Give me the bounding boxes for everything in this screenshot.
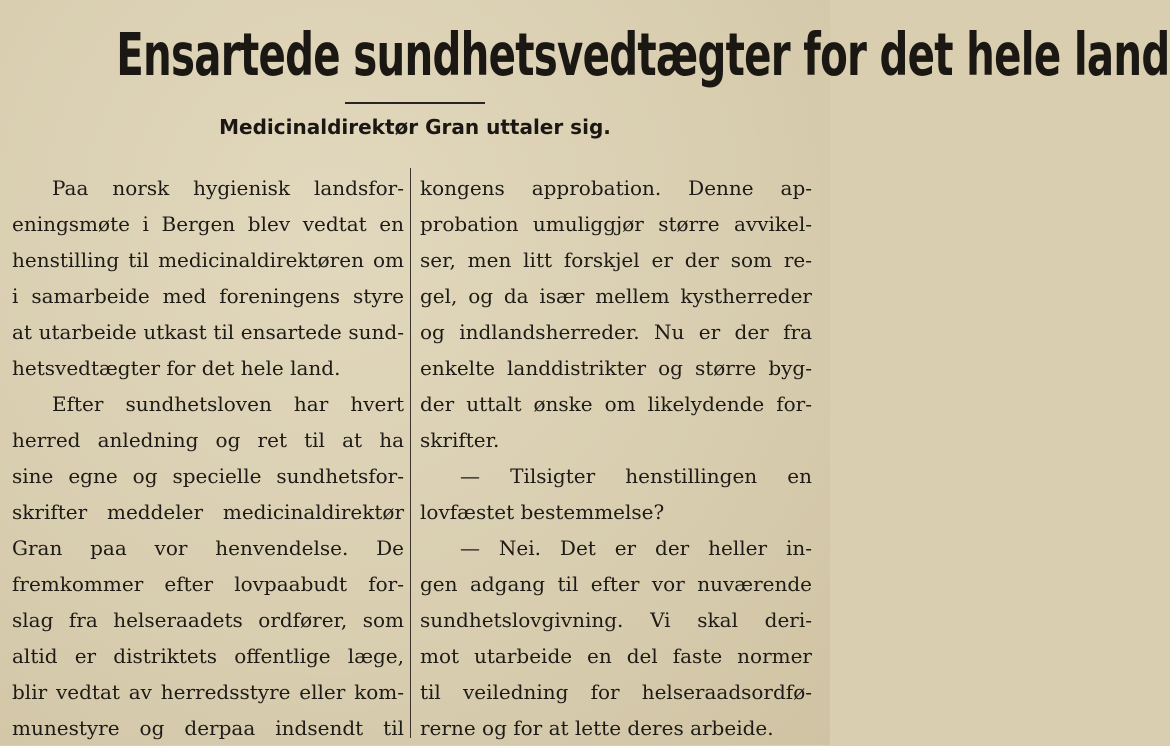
- text-line: — Tilsigter henstillingen en: [460, 464, 812, 488]
- text-line: sundhetslovgivning. Vi skal deri-: [420, 608, 812, 632]
- text-line: munestyre og derpaa indsendt til: [12, 716, 404, 740]
- text-line: sine egne og specielle sundhetsfor-: [12, 464, 404, 488]
- text-line: slag fra helseraadets ordfører, som: [12, 608, 404, 632]
- text-line: rerne og for at lette deres arbeide.: [420, 716, 774, 740]
- text-line: blir vedtat av herredsstyre eller kom-: [12, 680, 404, 704]
- text-line: at utarbeide utkast til ensartede sund-: [12, 320, 404, 344]
- text-line: enkelte landdistrikter og større byg-: [420, 356, 812, 380]
- text-line: fremkommer efter lovpaabudt for-: [12, 572, 404, 596]
- text-line: kongens approbation. Denne ap-: [420, 176, 812, 200]
- text-line: Gran paa vor henvendelse. De: [12, 536, 404, 560]
- text-line: eningsmøte i Bergen blev vedtat en: [12, 212, 404, 236]
- text-line: ser, men litt forskjel er der som re-: [420, 248, 812, 272]
- text-line: og indlandsherreder. Nu er der fra: [420, 320, 812, 344]
- article-subhead: Medicinaldirektør Gran uttaler sig.: [219, 115, 611, 139]
- text-line: til veiledning for helseraadsordfø-: [420, 680, 812, 704]
- text-line: gel, og da især mellem kystherreder: [420, 284, 812, 308]
- text-line: lovfæstet bestemmelse?: [420, 500, 665, 524]
- text-line: der uttalt ønske om likelydende for-: [420, 392, 812, 416]
- text-line: altid er distriktets offentlige læge,: [12, 644, 404, 668]
- text-line: Efter sundhetsloven har hvert: [52, 392, 404, 416]
- text-line: probation umuliggjør større avvikel-: [420, 212, 812, 236]
- text-line: — Nei. Det er der heller in-: [460, 536, 812, 560]
- text-line: skrifter.: [420, 428, 500, 452]
- article-headline: Ensartede sundhetsvedtægter for det hele land: [116, 21, 1170, 90]
- right-column: [420, 170, 812, 746]
- text-line: skrifter meddeler medicinaldirektør: [12, 500, 404, 524]
- headline-rule: [345, 102, 485, 104]
- text-line: gen adgang til efter vor nuværende: [420, 572, 812, 596]
- text-line: Paa norsk hygienisk landsfor-: [52, 176, 404, 200]
- text-line: hetsvedtægter for det hele land.: [12, 356, 341, 380]
- column-divider: [410, 168, 411, 738]
- left-column: [12, 170, 404, 746]
- text-line: herred anledning og ret til at ha: [12, 428, 404, 452]
- text-line: i samarbeide med foreningens styre: [12, 284, 404, 308]
- text-line: mot utarbeide en del faste normer: [420, 644, 812, 668]
- text-line: henstilling til medicinaldirektøren om: [12, 248, 404, 272]
